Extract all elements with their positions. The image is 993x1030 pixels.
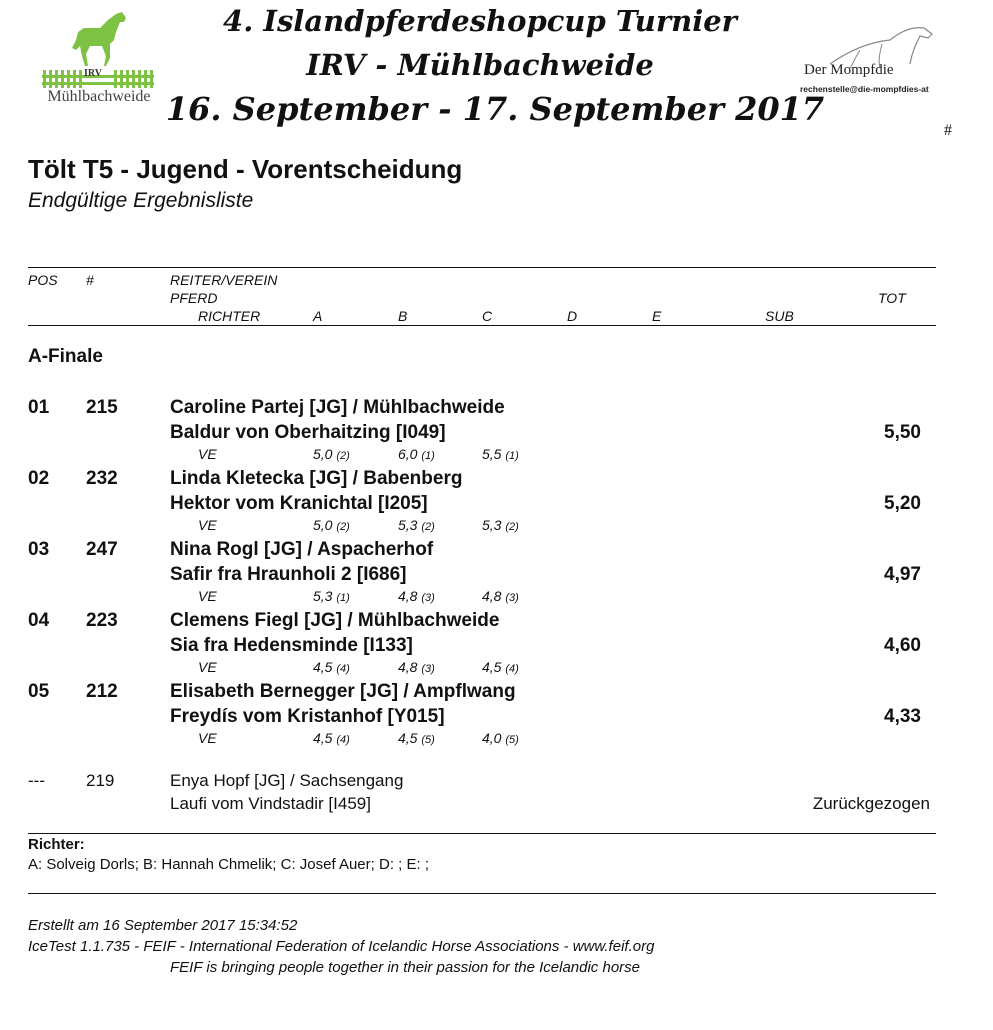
- score-rank: (3): [505, 592, 519, 604]
- withdrawn-pos: ---: [28, 771, 45, 790]
- withdrawn-rider: Enya Hopf [JG] / Sachsengang: [170, 771, 404, 790]
- col-rider-club: REITER/VEREIN: [170, 272, 278, 288]
- withdrawn-horse: Laufi vom Vindstadir [I459]: [170, 794, 371, 813]
- score-rank: (1): [421, 450, 435, 462]
- score-value: 4,0: [482, 730, 502, 746]
- result-horse: Sia fra Hedensminde [I133]: [170, 635, 413, 656]
- result-score-a: [313, 730, 350, 746]
- col-sub: SUB: [765, 308, 794, 324]
- result-judge: VE: [198, 730, 217, 746]
- result-horse: Freydís vom Kristanhof [Y015]: [170, 706, 445, 727]
- result-rider: Caroline Partej [JG] / Mühlbachweide: [170, 397, 505, 418]
- hash-mark: #: [944, 122, 952, 139]
- result-num: 215: [86, 397, 118, 418]
- score-rank: (1): [336, 592, 350, 604]
- result-score-a: [313, 659, 350, 675]
- col-pos: POS: [28, 272, 58, 288]
- divider: [28, 893, 936, 894]
- judges-list: A: Solveig Dorls; B: Hannah Chmelik; C: Josef Auer; D: ; E: ;: [28, 856, 429, 873]
- score-value: 4,5: [313, 730, 333, 746]
- score-value: 5,3: [482, 517, 502, 533]
- score-value: 5,0: [313, 446, 333, 462]
- result-judge: VE: [198, 588, 217, 604]
- logo-club-name: Mühlbachweide: [47, 88, 151, 105]
- footer-slogan: FEIF is bringing people together in their passion for the Icelandic horse: [170, 959, 640, 976]
- result-judge: VE: [198, 446, 217, 462]
- col-tot: TOT: [878, 290, 906, 306]
- right-logo-name: Der Mompfdie: [804, 62, 894, 78]
- result-score-c: [482, 588, 519, 604]
- result-rider: Elisabeth Bernegger [JG] / Ampflwang: [170, 681, 516, 702]
- col-num: #: [86, 272, 94, 288]
- footer-software: IceTest 1.1.735 - FEIF - International Federation of Icelandic Horse Associations - www.feif.org: [28, 938, 655, 955]
- result-score-a: [313, 446, 350, 462]
- score-rank: (3): [421, 592, 435, 604]
- result-horse: Safir fra Hraunholi 2 [I686]: [170, 564, 407, 585]
- result-rider: Nina Rogl [JG] / Aspacherhof: [170, 539, 434, 560]
- score-rank: (2): [336, 450, 350, 462]
- col-judge: RICHTER: [198, 308, 261, 324]
- divider: [28, 833, 936, 834]
- divider: [28, 267, 936, 268]
- result-num: 247: [86, 539, 118, 560]
- score-value: 4,5: [313, 659, 333, 675]
- right-logo-email: rechenstelle@die-mompfdies-at: [800, 84, 929, 94]
- score-value: 5,5: [482, 446, 502, 462]
- result-pos: 02: [28, 468, 50, 489]
- score-rank: (1): [505, 450, 519, 462]
- result-total: 4,97: [884, 564, 921, 585]
- competition-subtitle: Endgültige Ergebnisliste: [28, 189, 254, 212]
- right-logo: [800, 20, 945, 100]
- divider: [28, 325, 936, 326]
- result-score-b: [398, 446, 435, 462]
- result-judge: VE: [198, 517, 217, 533]
- score-rank: (2): [505, 521, 519, 533]
- score-rank: (4): [336, 663, 350, 675]
- footer-created: Erstellt am 16 September 2017 15:34:52: [28, 917, 298, 934]
- withdrawn-status: Zurückgezogen: [812, 794, 930, 813]
- col-c: C: [482, 308, 493, 324]
- col-horse: PFERD: [170, 290, 218, 306]
- score-rank: (3): [421, 663, 435, 675]
- result-horse: Baldur von Oberhaitzing [I049]: [170, 422, 446, 443]
- score-rank: (4): [336, 734, 350, 746]
- result-pos: 04: [28, 610, 50, 631]
- left-logo: [34, 8, 164, 108]
- score-value: 4,8: [398, 588, 418, 604]
- result-pos: 05: [28, 681, 50, 702]
- score-value: 5,3: [313, 588, 333, 604]
- result-total: 4,60: [884, 635, 921, 656]
- result-judge: VE: [198, 659, 217, 675]
- result-pos: 01: [28, 397, 50, 418]
- score-value: 4,5: [398, 730, 418, 746]
- competition-title: Tölt T5 - Jugend - Vorentscheidung: [28, 154, 463, 184]
- result-horse: Hektor vom Kranichtal [I205]: [170, 493, 428, 514]
- result-total: 4,33: [884, 706, 921, 727]
- result-rider: Linda Kletecka [JG] / Babenberg: [170, 468, 463, 489]
- result-num: 212: [86, 681, 118, 702]
- col-e: E: [652, 308, 662, 324]
- event-title: 4. Islandpferdeshopcup Turnier: [223, 4, 737, 38]
- score-rank: (2): [336, 521, 350, 533]
- col-d: D: [567, 308, 578, 324]
- col-a: A: [313, 308, 323, 324]
- score-value: 6,0: [398, 446, 418, 462]
- result-rider: Clemens Fiegl [JG] / Mühlbachweide: [170, 610, 500, 631]
- event-dates: 16. September - 17. September 2017: [165, 90, 825, 128]
- score-value: 4,5: [482, 659, 502, 675]
- score-value: 5,0: [313, 517, 333, 533]
- judges-label: Richter:: [28, 836, 85, 853]
- logo-abbr: IRV: [84, 68, 102, 79]
- result-total: 5,50: [884, 422, 921, 443]
- score-value: 4,8: [398, 659, 418, 675]
- score-rank: (4): [505, 663, 519, 675]
- result-score-c: [482, 517, 519, 533]
- result-score-b: [398, 588, 435, 604]
- event-venue: IRV - Mühlbachweide: [306, 48, 654, 82]
- score-rank: (2): [421, 521, 435, 533]
- result-score-b: [398, 517, 435, 533]
- result-total: 5,20: [884, 493, 921, 514]
- col-b: B: [398, 308, 408, 324]
- result-pos: 03: [28, 539, 50, 560]
- result-score-a: [313, 517, 350, 533]
- score-value: 4,8: [482, 588, 502, 604]
- result-score-c: [482, 446, 519, 462]
- result-num: 232: [86, 468, 118, 489]
- result-score-a: [313, 588, 350, 604]
- result-score-c: [482, 730, 519, 746]
- section-title: A-Finale: [28, 346, 103, 367]
- result-num: 223: [86, 610, 118, 631]
- withdrawn-num: 219: [86, 771, 115, 790]
- score-rank: (5): [421, 734, 435, 746]
- horse-logo-icon: [70, 10, 130, 68]
- score-rank: (5): [505, 734, 519, 746]
- result-score-b: [398, 730, 435, 746]
- score-value: 5,3: [398, 517, 418, 533]
- result-score-b: [398, 659, 435, 675]
- result-score-c: [482, 659, 519, 675]
